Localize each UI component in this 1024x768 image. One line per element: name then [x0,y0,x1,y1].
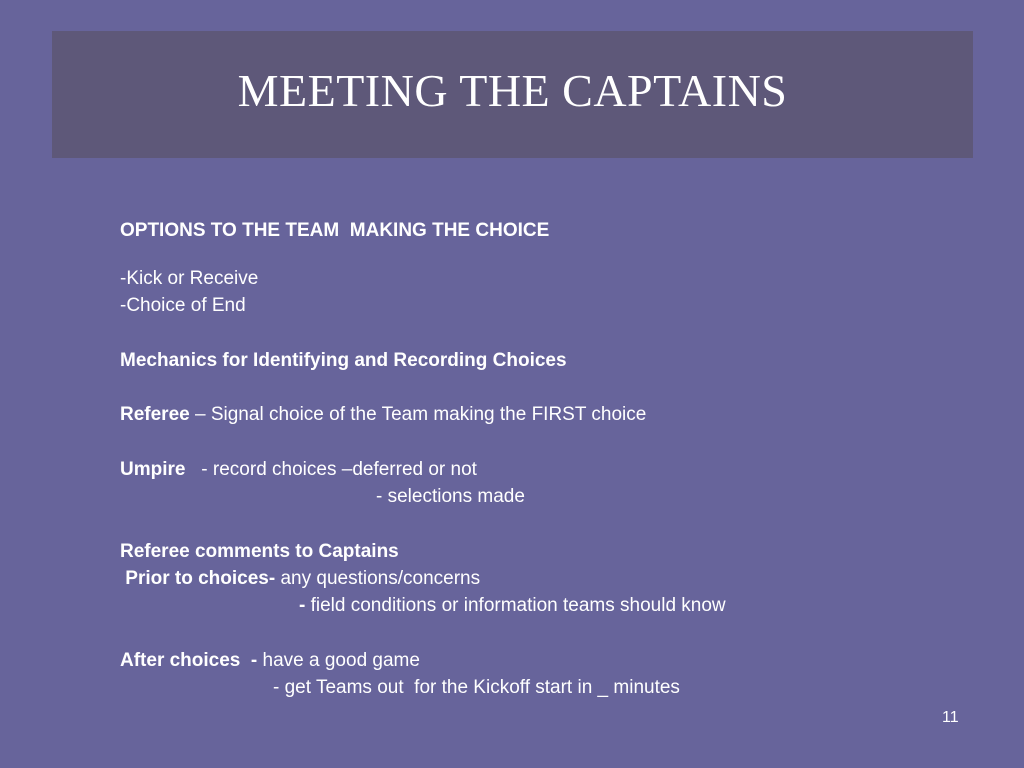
after-label: After choices - [120,650,258,671]
after-text-good-game: have a good game [257,650,420,671]
title-banner [52,31,973,158]
prior-line-2 [299,595,726,617]
prior-line [120,568,480,590]
after-text-kickoff: - get Teams out for the Kickoff start in _ minutes [273,677,680,698]
referee-text: – Signal choice of the Team making the FIRST choice [189,404,647,425]
umpire-text-selections: - selections made [376,486,525,507]
page-number: 11 [942,709,959,726]
umpire-line [120,459,477,481]
comments-heading: Referee comments to Captains [120,541,399,562]
umpire-label: Umpire [120,459,186,480]
prior-text-field-conditions: field conditions or information teams should know [305,595,726,616]
prior-dash: - [299,595,306,616]
after-line [120,650,420,672]
option-kick-or-receive: -Kick or Receive [120,268,259,289]
prior-text-questions: any questions/concerns [275,568,481,589]
referee-line [120,404,646,426]
prior-label: Prior to choices- [120,568,276,589]
options-heading: OPTIONS TO THE TEAM MAKING THE CHOICE [120,220,550,241]
slide-title: MEETING THE CAPTAINS [237,65,788,116]
option-choice-of-end: -Choice of End [120,295,246,316]
mechanics-heading: Mechanics for Identifying and Recording Choices [120,350,567,371]
umpire-text-record: - record choices –deferred or not [185,459,477,480]
referee-label: Referee [120,404,190,425]
